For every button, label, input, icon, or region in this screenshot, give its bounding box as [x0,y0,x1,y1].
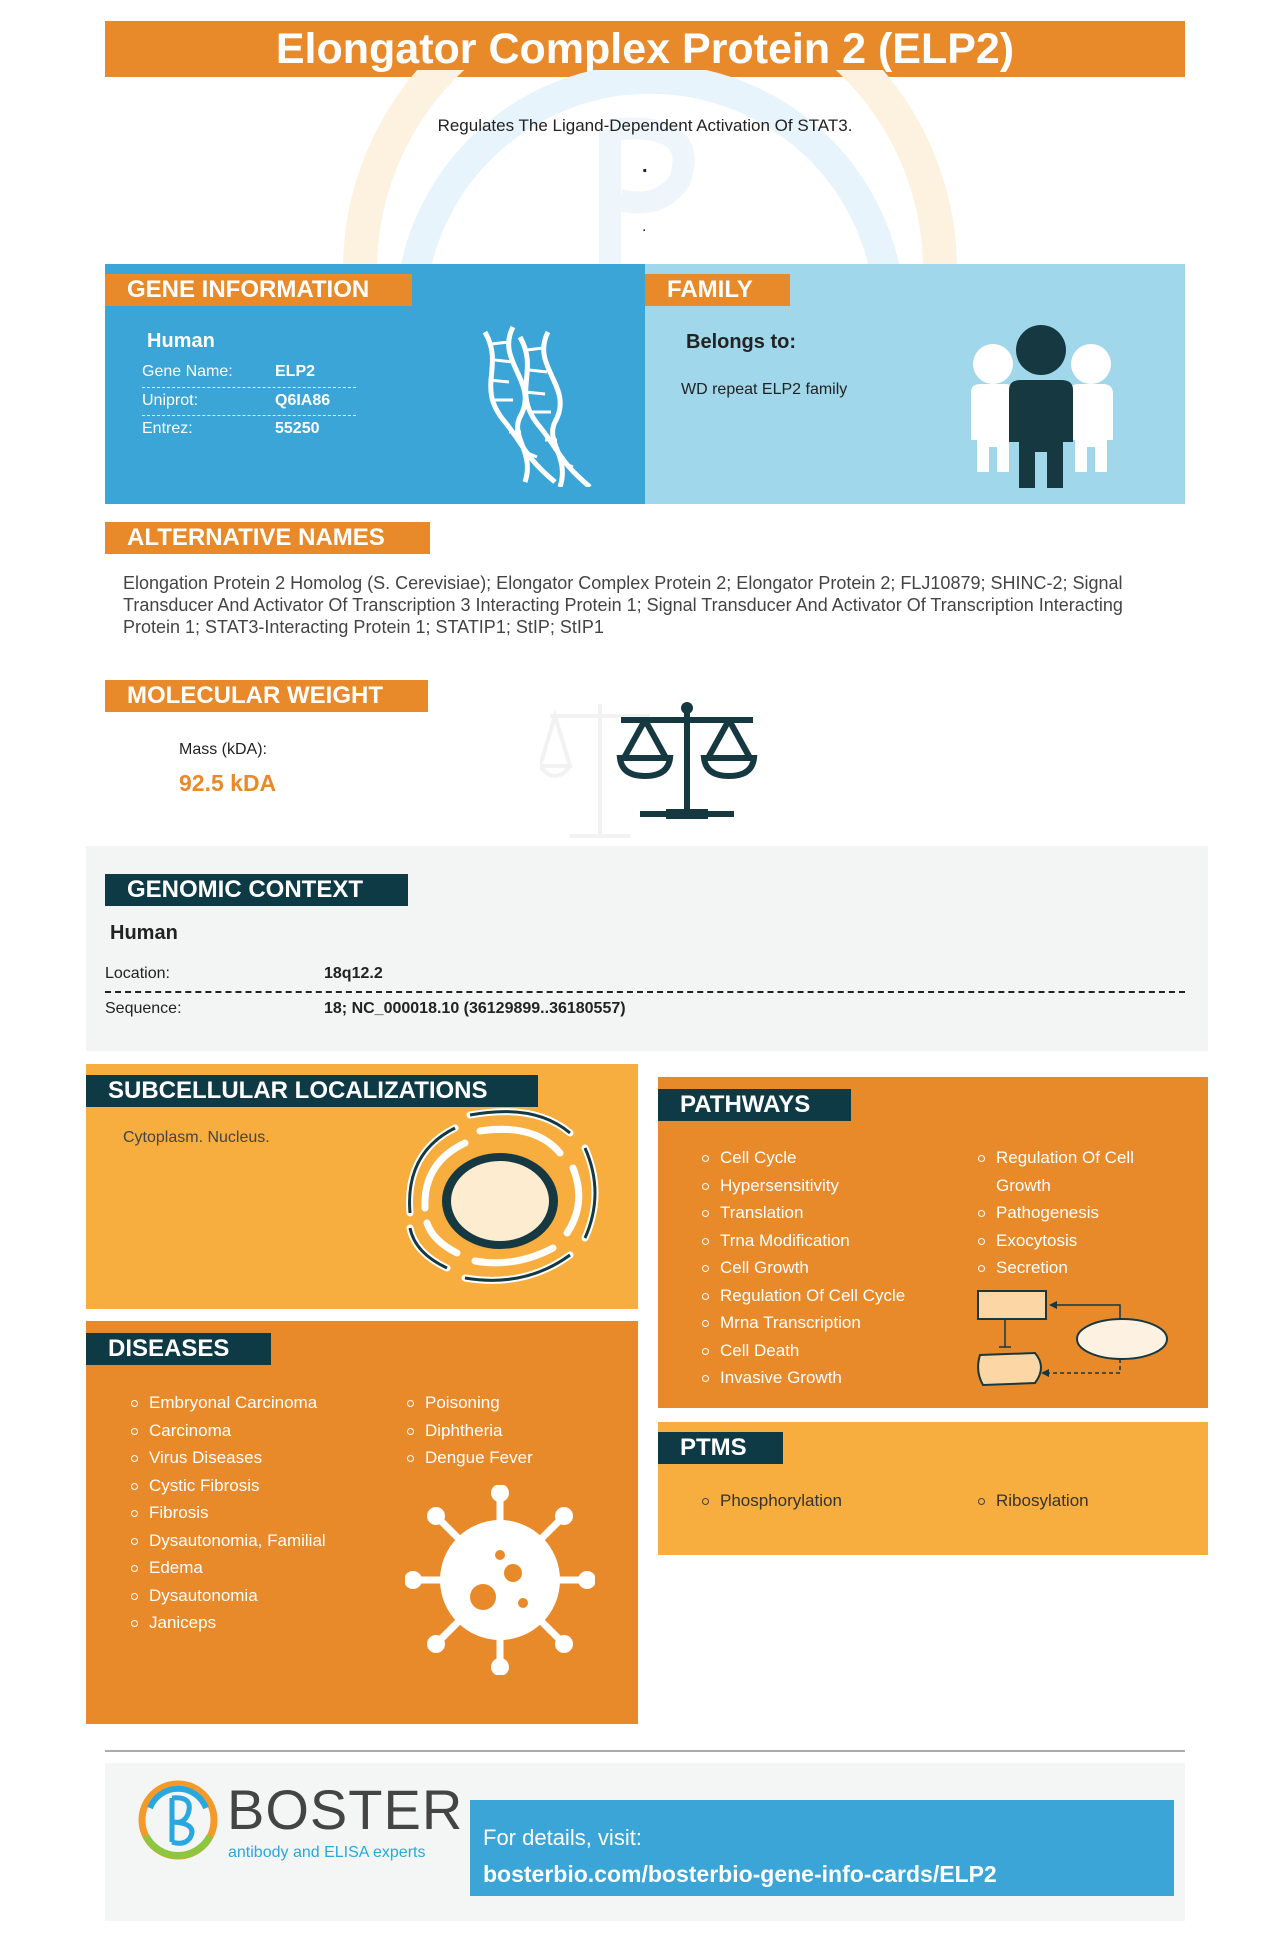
list-item: Edema [129,1554,389,1582]
location-value: 18q12.2 [324,965,383,982]
footer-divider [105,1750,1185,1752]
list-item: Dysautonomia, Familial [129,1527,389,1555]
diseases-list-col1 [129,1389,389,1637]
diseases-list-col2 [405,1389,605,1472]
list-item: Invasive Growth [700,1364,960,1392]
list-item: Dengue Fever [405,1444,605,1472]
gene-species: Human [147,330,215,352]
summary-text: Regulates The Ligand-Dependent Activation Of STAT3. [437,116,853,135]
ptms-list-col1 [700,1487,940,1515]
list-item: Mrna Transcription [700,1309,960,1337]
subcellular-header: SUBCELLULAR LOCALIZATIONS [86,1075,538,1107]
title-bar [105,21,1185,77]
list-item: Phosphorylation [700,1487,940,1515]
genomic-divider [105,991,1185,993]
diseases-header: DISEASES [86,1333,271,1365]
list-item: Hypersensitivity [700,1172,960,1200]
list-item: Cell Death [700,1337,960,1365]
flowchart-icon [975,1287,1175,1392]
alternative-names-text: Elongation Protein 2 Homolog (S. Cerevisiae); Elongator Complex Protein 2; Elongator Protein 2; FLJ10879; SHINC-2; Signal Transducer And Activator Of Transcription 3 Interacting Protein 1; Signal Transducer And Activator Of Transcription Interacting Protein 1; STAT3-Interacting Protein 1; STATIP1; StIP; StIP1 [123,573,1123,637]
list-item: Pathogenesis [976,1199,1166,1227]
mass-label: Mass (kDA): [179,741,267,758]
list-item: Cell Cycle [700,1144,960,1172]
people-icon [963,322,1123,492]
dna-icon [465,322,615,487]
list-item: Virus Diseases [129,1444,389,1472]
list-item: Translation [700,1199,960,1227]
boster-logo-icon [136,1778,220,1862]
details-label: For details, visit: [483,1825,642,1850]
list-item: Ribosylation [976,1487,1176,1515]
gene-info-header: GENE INFORMATION [105,274,412,306]
pathways-list-col1 [700,1144,960,1392]
list-item: Janiceps [129,1609,389,1637]
subcellular-text: Cytoplasm. Nucleus. [123,1129,270,1146]
summary-dot: . [642,155,648,177]
mass-value: 92.5 kDA [179,770,277,796]
list-item: Poisoning [405,1389,605,1417]
scale-icon [540,696,760,846]
boster-brand: BOSTER [227,1778,464,1841]
list-item: Exocytosis [976,1227,1166,1255]
list-item: Dysautonomia [129,1582,389,1610]
list-item: Regulation Of Cell Growth [976,1144,1166,1199]
cell-icon [395,1103,605,1288]
summary-dot: . [642,218,647,235]
list-item: Cell Growth [700,1254,960,1282]
list-item: Fibrosis [129,1499,389,1527]
list-item: Carcinoma [129,1417,389,1445]
watermark-logo-icon [320,70,980,270]
molecular-weight-header: MOLECULAR WEIGHT [105,680,428,712]
list-item: Diphtheria [405,1417,605,1445]
list-item: Embryonal Carcinoma [129,1389,389,1417]
list-item: Secretion [976,1254,1166,1282]
ptms-list-col2 [976,1487,1176,1515]
ptms-header: PTMS [658,1432,783,1464]
location-label: Location: [105,965,170,982]
family-belongs-label: Belongs to: [686,331,796,353]
alternative-names-header: ALTERNATIVE NAMES [105,522,430,554]
sequence-label: Sequence: [105,1000,182,1017]
genomic-species: Human [110,922,178,944]
list-item: Regulation Of Cell Cycle [700,1282,960,1310]
family-header: FAMILY [645,274,790,306]
page-title: Elongator Complex Protein 2 (ELP2) [275,25,1015,73]
pathways-list-col2 [976,1144,1166,1282]
list-item: Cystic Fibrosis [129,1472,389,1500]
pathways-header: PATHWAYS [658,1089,851,1121]
details-url-link[interactable]: bosterbio.com/bosterbio-gene-info-cards/ELP2 [483,1861,997,1887]
gene-info-rows [142,360,356,444]
list-item: Trna Modification [700,1227,960,1255]
sequence-value: 18; NC_000018.10 (36129899..36180557) [324,1000,626,1017]
genomic-context-header: GENOMIC CONTEXT [105,874,408,906]
gene-row-entrez: Entrez: 55250 [142,420,320,437]
boster-tagline: antibody and ELISA experts [228,1844,426,1861]
gene-row-uniprot: Uniprot: Q6IA86 [142,388,356,416]
family-value: WD repeat ELP2 family [681,381,848,398]
virus-icon [405,1485,595,1675]
gene-row-gene-name: Gene Name: ELP2 [142,360,356,388]
